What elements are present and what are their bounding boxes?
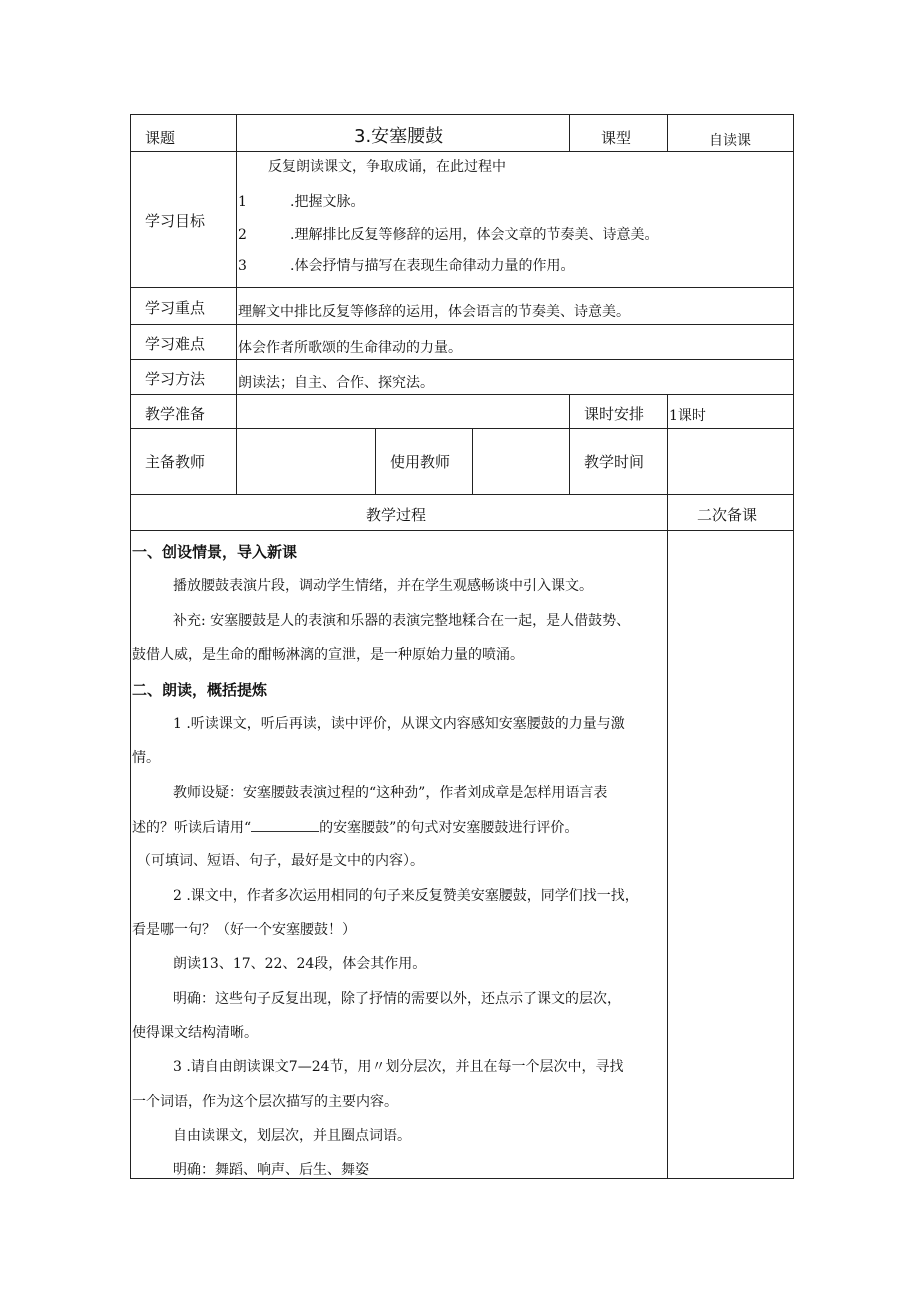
methods-value: 朗读法；自主、合作、探究法。 <box>238 375 434 391</box>
section-title: 一、创设情景，导入新课 <box>132 543 298 561</box>
goals-intro: 反复朗读课文，争取成诵，在此过程中 <box>268 159 506 175</box>
goal-item: .理解排比反复等修辞的运用，体会文章的节奏美、诗意美。 <box>290 227 659 243</box>
paragraph: 朗读13、17、22、24段，体会其作用。 <box>173 956 427 972</box>
row-divider <box>130 530 794 531</box>
paragraph: 补充: 安塞腰鼓是人的表演和乐器的表演完整地糅合在一起，是人借鼓势、 <box>173 613 631 629</box>
col-divider <box>569 114 570 152</box>
using-teacher-label: 使用教师 <box>390 453 451 471</box>
paragraph-text: 述的？听读后请用“ <box>132 820 252 836</box>
goal-item: .把握文脉。 <box>290 194 365 210</box>
fill-blank <box>251 817 319 832</box>
paragraph: 看是哪一句？（好一个安塞腰鼓！） <box>132 922 356 938</box>
goals-label: 学习目标 <box>145 212 206 230</box>
paragraph: 教师设疑：安塞腰鼓表演过程的“这种劲”，作者刘成章是怎样用语言表 <box>173 785 608 801</box>
key-points-value: 理解文中排比反复等修辞的运用，体会语言的节奏美、诗意美。 <box>238 304 630 320</box>
paragraph-with-blank <box>132 817 578 838</box>
col-divider <box>375 428 376 495</box>
section-title: 二、朗读，概括提炼 <box>132 681 268 699</box>
table-border-right <box>793 114 794 1179</box>
goal-number: 1 <box>238 194 247 210</box>
secondary-prep-header: 二次备课 <box>697 506 758 524</box>
col-divider <box>667 114 668 152</box>
row-divider <box>130 287 794 288</box>
row-divider <box>130 494 794 495</box>
table-border-top <box>130 114 794 115</box>
paragraph: （可填词、短语、句子，最好是文中的内容）。 <box>137 853 424 869</box>
paragraph: 明确：这些句子反复出现，除了抒情的需要以外，还点示了课文的层次， <box>173 991 621 1007</box>
difficulties-value: 体会作者所歌颂的生命律动的力量。 <box>238 340 462 356</box>
paragraph: 明确：舞蹈、响声、后生、舞姿 <box>173 1162 369 1178</box>
hours-value: 1课时 <box>669 408 706 424</box>
course-title: 3.安塞腰鼓 <box>354 126 444 147</box>
row-divider <box>130 394 794 395</box>
paragraph: 播放腰鼓表演片段，调动学生情绪，并在学生观感畅谈中引入课文。 <box>173 578 593 594</box>
prep-label: 教学准备 <box>145 405 206 423</box>
key-points-label: 学习重点 <box>145 299 206 317</box>
process-header: 教学过程 <box>366 506 427 524</box>
paragraph: 2 .课文中，作者多次运用相同的句子来反复赞美安塞腰鼓，同学们找一找， <box>173 888 639 904</box>
col-divider <box>667 394 668 1179</box>
paragraph: 自由读课文，划层次，并且圈点词语。 <box>173 1128 411 1144</box>
paragraph: 3 .请自由朗读课文7—24节，用〃划分层次，并且在每一个层次中，寻找 <box>173 1059 624 1075</box>
row-divider <box>130 359 794 360</box>
paragraph: 使得课文结构清晰。 <box>132 1025 258 1041</box>
teaching-time-label: 教学时间 <box>584 453 645 471</box>
paragraph: 1 .听读课文，听后再读，读中评价，从课文内容感知安塞腰鼓的力量与激 <box>173 716 625 732</box>
goal-item: .体会抒情与描写在表现生命律动力量的作用。 <box>290 258 575 274</box>
goal-number: 3 <box>238 258 247 274</box>
paragraph: 一个词语，作为这个层次描写的主要内容。 <box>132 1094 398 1110</box>
type-label: 课型 <box>601 129 632 147</box>
row-divider <box>130 151 794 152</box>
difficulties-label: 学习难点 <box>145 335 206 353</box>
course-label: 课题 <box>145 129 176 147</box>
hours-label: 课时安排 <box>584 405 645 423</box>
goal-number: 2 <box>238 227 247 243</box>
col-divider <box>236 114 237 495</box>
lead-teacher-label: 主备教师 <box>145 453 206 471</box>
methods-label: 学习方法 <box>145 370 206 388</box>
col-divider <box>569 394 570 495</box>
row-divider <box>130 324 794 325</box>
paragraph: 情。 <box>132 750 160 766</box>
col-divider <box>472 428 473 495</box>
paragraph: 鼓借人威，是生命的酣畅淋漓的宣泄，是一种原始力量的喷涌。 <box>132 647 524 663</box>
type-value: 自读课 <box>709 133 751 149</box>
table-border-left <box>130 114 131 1179</box>
paragraph-text: 的安塞腰鼓”的句式对安塞腰鼓进行评价。 <box>319 820 579 836</box>
row-divider <box>130 428 794 429</box>
